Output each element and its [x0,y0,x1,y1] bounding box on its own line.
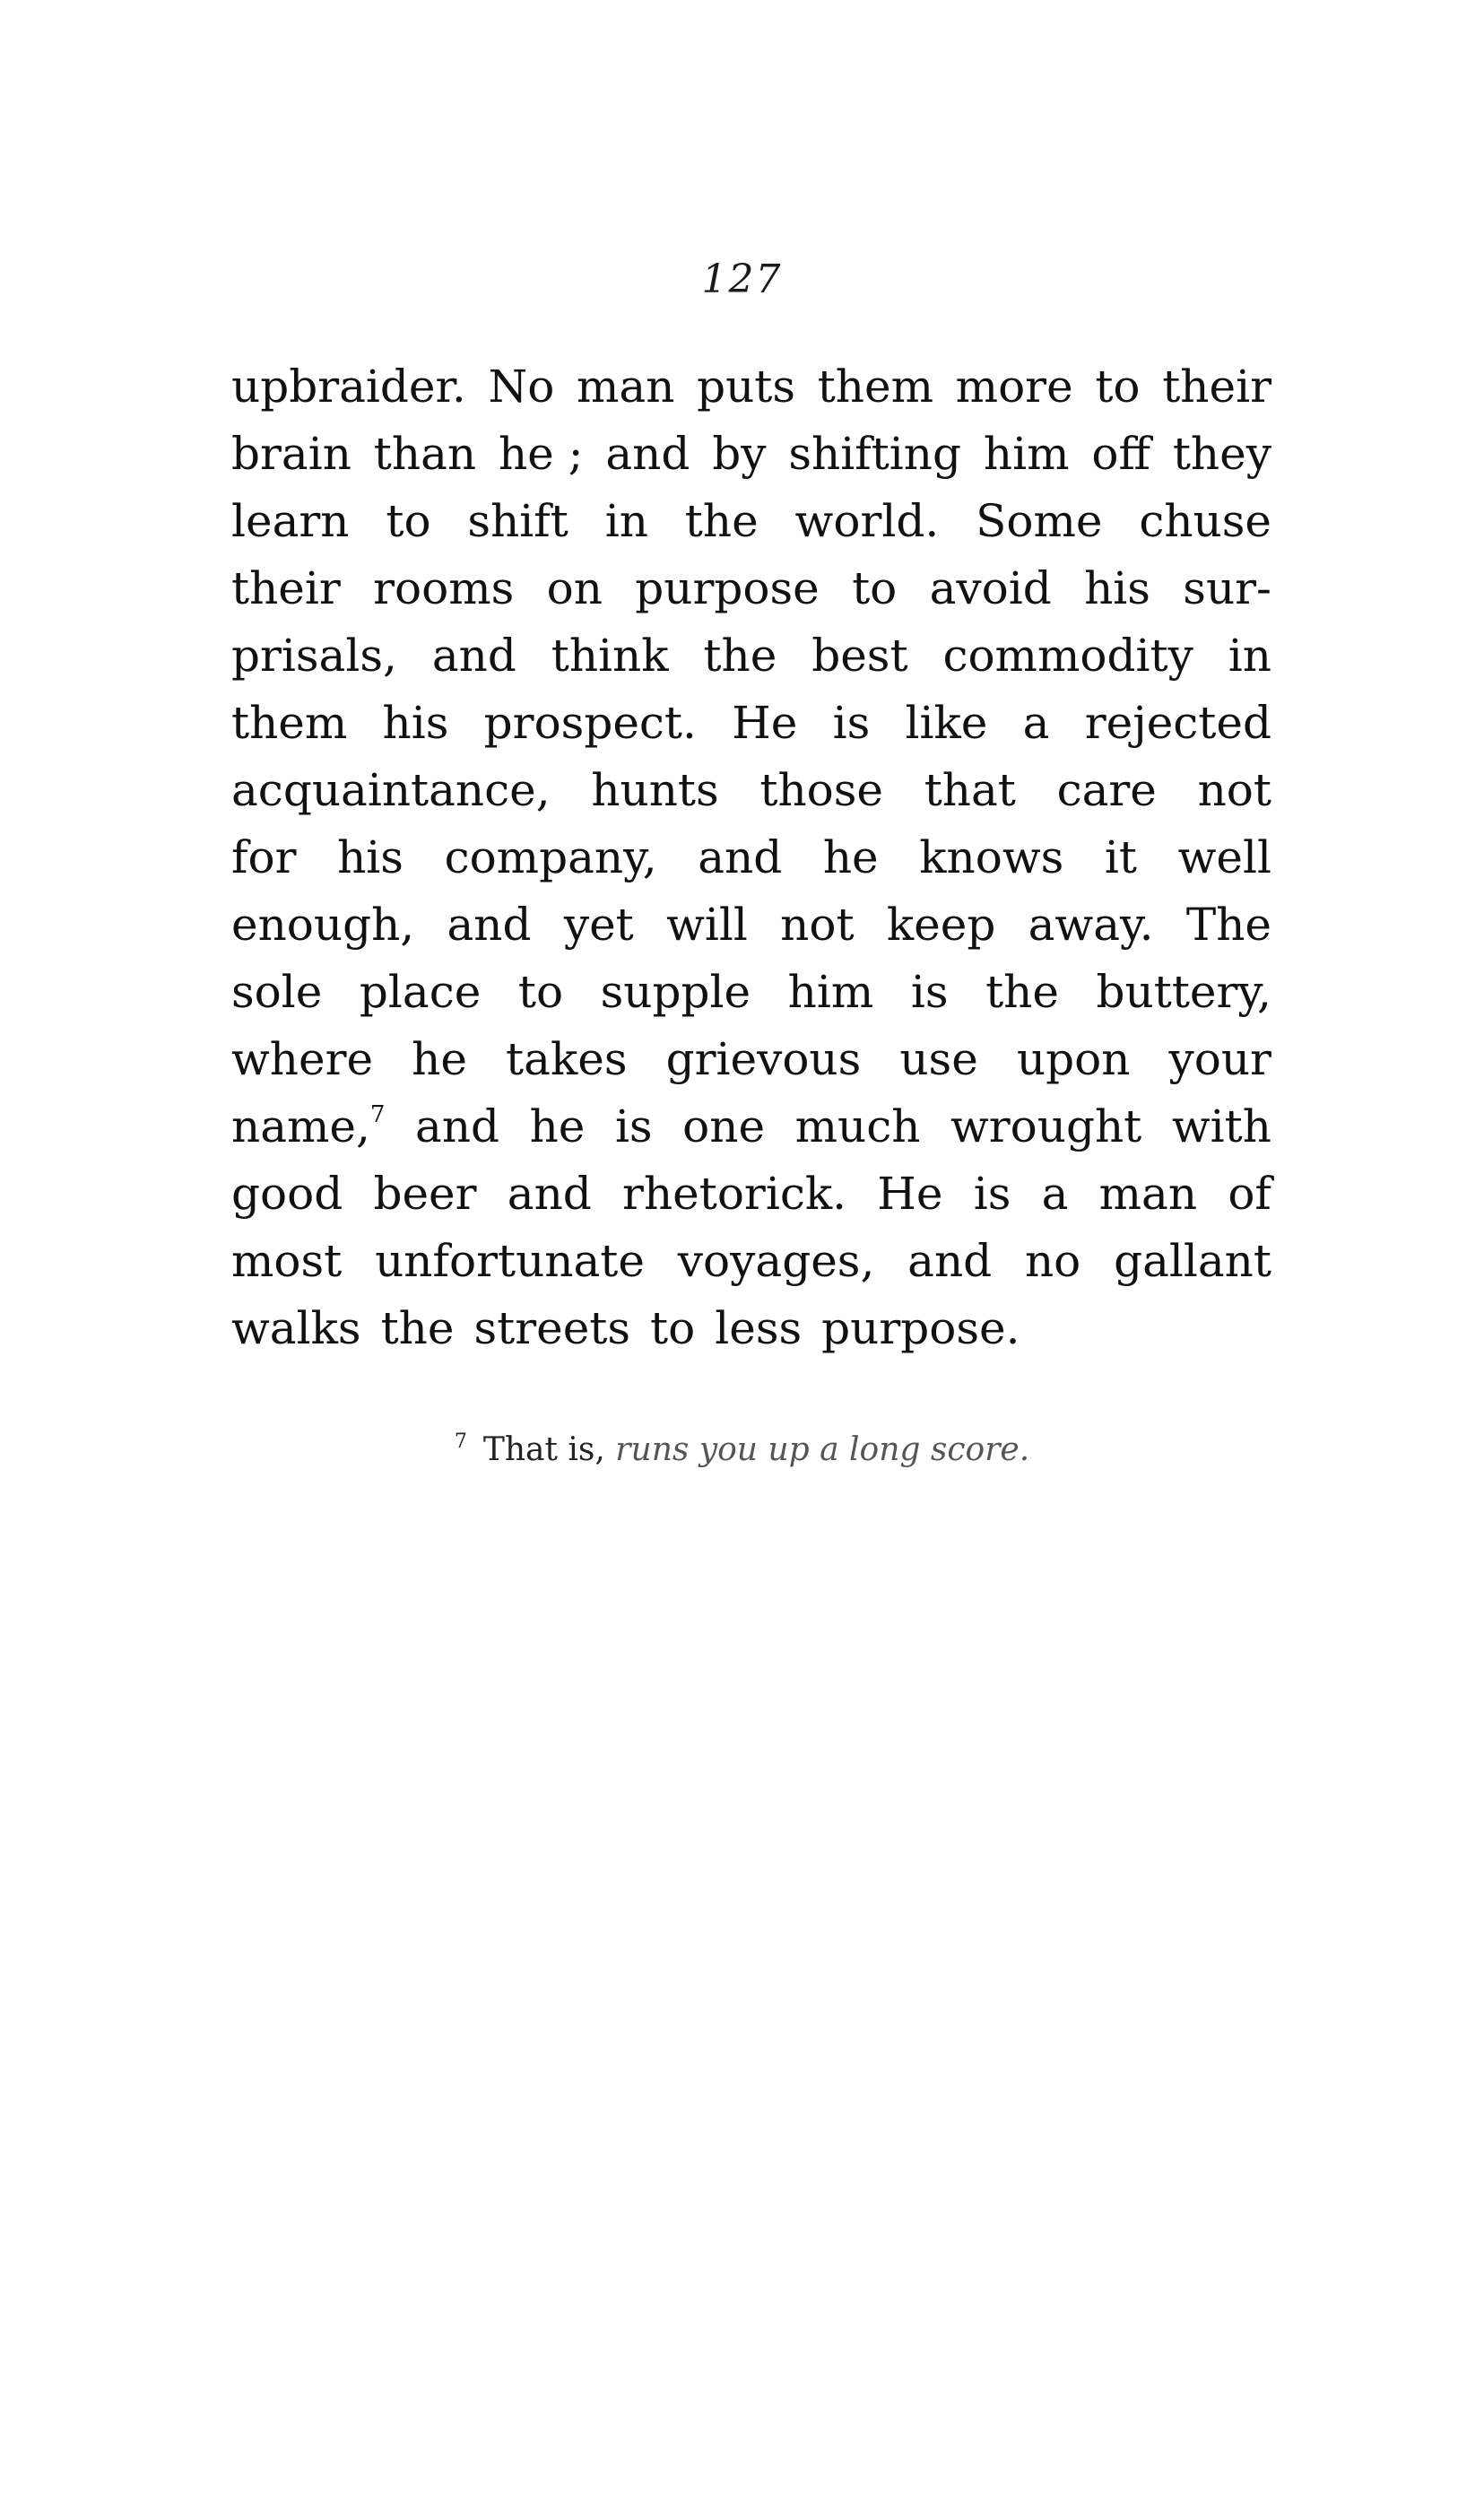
word: takes [506,1033,628,1085]
word: buttery, [1096,966,1271,1018]
word: good [231,1168,343,1220]
word: sole [231,966,323,1018]
word: purpose [635,562,820,614]
page-number: 127 [701,256,783,302]
word: use [899,1033,978,1085]
word: one [682,1100,766,1152]
word: a [1041,1168,1069,1220]
word: he [529,1100,586,1152]
word: and [431,630,516,682]
word: wrought [950,1100,1142,1152]
word: yet [563,899,634,951]
word: much [794,1100,921,1152]
word: to [650,1302,696,1354]
word: think [551,630,669,682]
word: their [1162,361,1271,413]
word: their [231,562,341,614]
word: to [386,495,431,547]
word: unfortunate [375,1235,645,1287]
word: away. [1028,899,1154,951]
text-line [231,488,1271,555]
word: and [698,831,783,883]
footnote-marker: 7 [454,1430,467,1453]
word: and [415,1100,500,1152]
word: enough, [231,899,415,951]
word: to [517,966,564,1018]
footnote-italic-text: runs you up a long score. [615,1431,1030,1468]
word: acquaintance, [231,764,551,816]
word: sur- [1183,562,1271,614]
word: in [604,495,648,547]
word: streets [473,1302,631,1354]
word: to [1095,361,1141,413]
word-with-footnote [231,1093,385,1161]
word: prisals, [231,630,397,682]
word: rhetorick. [622,1168,847,1220]
word: they [1172,428,1271,480]
word: purpose. [821,1302,1020,1354]
word: a [1022,697,1050,749]
word: is [973,1168,1011,1220]
text-line [231,1228,1271,1295]
word: name, [231,1100,370,1152]
word: No [488,361,555,413]
word: commodity [942,630,1193,682]
word: knows [919,831,1064,883]
word: care [1056,764,1157,816]
text-line [231,421,1271,488]
text-line [231,959,1271,1026]
word: the [380,1302,455,1354]
word: is [910,966,949,1018]
word: it [1104,831,1137,883]
word: not [1197,764,1271,816]
word: his [382,697,449,749]
text-line [231,1093,1271,1161]
word: not [780,899,855,951]
word: and [447,899,532,951]
text-line [231,1295,1271,1362]
word: upbraider. [231,361,466,413]
word: in [1228,630,1271,682]
word: and [907,1235,993,1287]
word: he [412,1033,467,1085]
word: no [1024,1235,1081,1287]
word: with [1171,1100,1271,1152]
word: to [852,562,898,614]
text-line [231,353,1271,421]
text-line [231,1026,1271,1093]
word: hunts [591,764,719,816]
word: on [546,562,603,614]
word: him [787,966,874,1018]
word: The [1185,899,1271,951]
word: he [822,831,879,883]
word: company, [444,831,657,883]
word: of [1228,1168,1271,1220]
word: shifting [788,428,962,480]
word: and [507,1168,592,1220]
footnote [0,1430,1484,1468]
word: his [337,831,404,883]
word: keep [886,899,996,951]
word: prospect. [483,697,697,749]
word: grievous [665,1033,862,1085]
word: learn [231,495,350,547]
word: beer [373,1168,477,1220]
word: the [703,630,777,682]
word: rejected [1084,697,1271,749]
text-line [231,824,1271,891]
word: off [1091,428,1150,480]
word: he ; [498,428,584,480]
text-line [231,555,1271,622]
word: less [715,1302,803,1354]
word: his [1084,562,1150,614]
word: your [1168,1033,1271,1085]
word: where [231,1033,374,1085]
word: He [877,1168,943,1220]
word: best [811,630,908,682]
footnote-lead: That is, [482,1431,605,1468]
word: those [759,764,884,816]
word: more [955,361,1073,413]
word: like [905,697,988,749]
word: by [712,428,767,480]
word: brain [231,428,351,480]
word: them [817,361,934,413]
word: him [983,428,1070,480]
word: for [231,831,297,883]
word: He [732,697,798,749]
text-line [231,622,1271,690]
word: than [373,428,477,480]
word: most [231,1235,343,1287]
word: supple [600,966,751,1018]
word: will [666,899,748,951]
word: chuse [1139,495,1271,547]
word: voyages, [677,1235,875,1287]
text-line [231,1161,1271,1228]
word: the [684,495,759,547]
word: gallant [1114,1235,1271,1287]
word: Some [976,495,1103,547]
word: and [605,428,690,480]
word: upon [1016,1033,1131,1085]
word: man [577,361,675,413]
word: well [1177,831,1271,883]
word: them [231,697,348,749]
word: the [985,966,1059,1018]
word: rooms [373,562,515,614]
word: that [924,764,1016,816]
word: puts [697,361,796,413]
word: place [359,966,482,1018]
body-paragraph [231,353,1271,1362]
text-line [231,757,1271,824]
word: shift [467,495,568,547]
word: avoid [929,562,1052,614]
text-line [231,891,1271,959]
word: walks [231,1302,361,1354]
word: world. [794,495,940,547]
word: is [832,697,871,749]
word: is [614,1100,653,1152]
text-line [231,690,1271,757]
word: man [1098,1168,1198,1220]
footnote-reference: 7 [369,1101,386,1128]
